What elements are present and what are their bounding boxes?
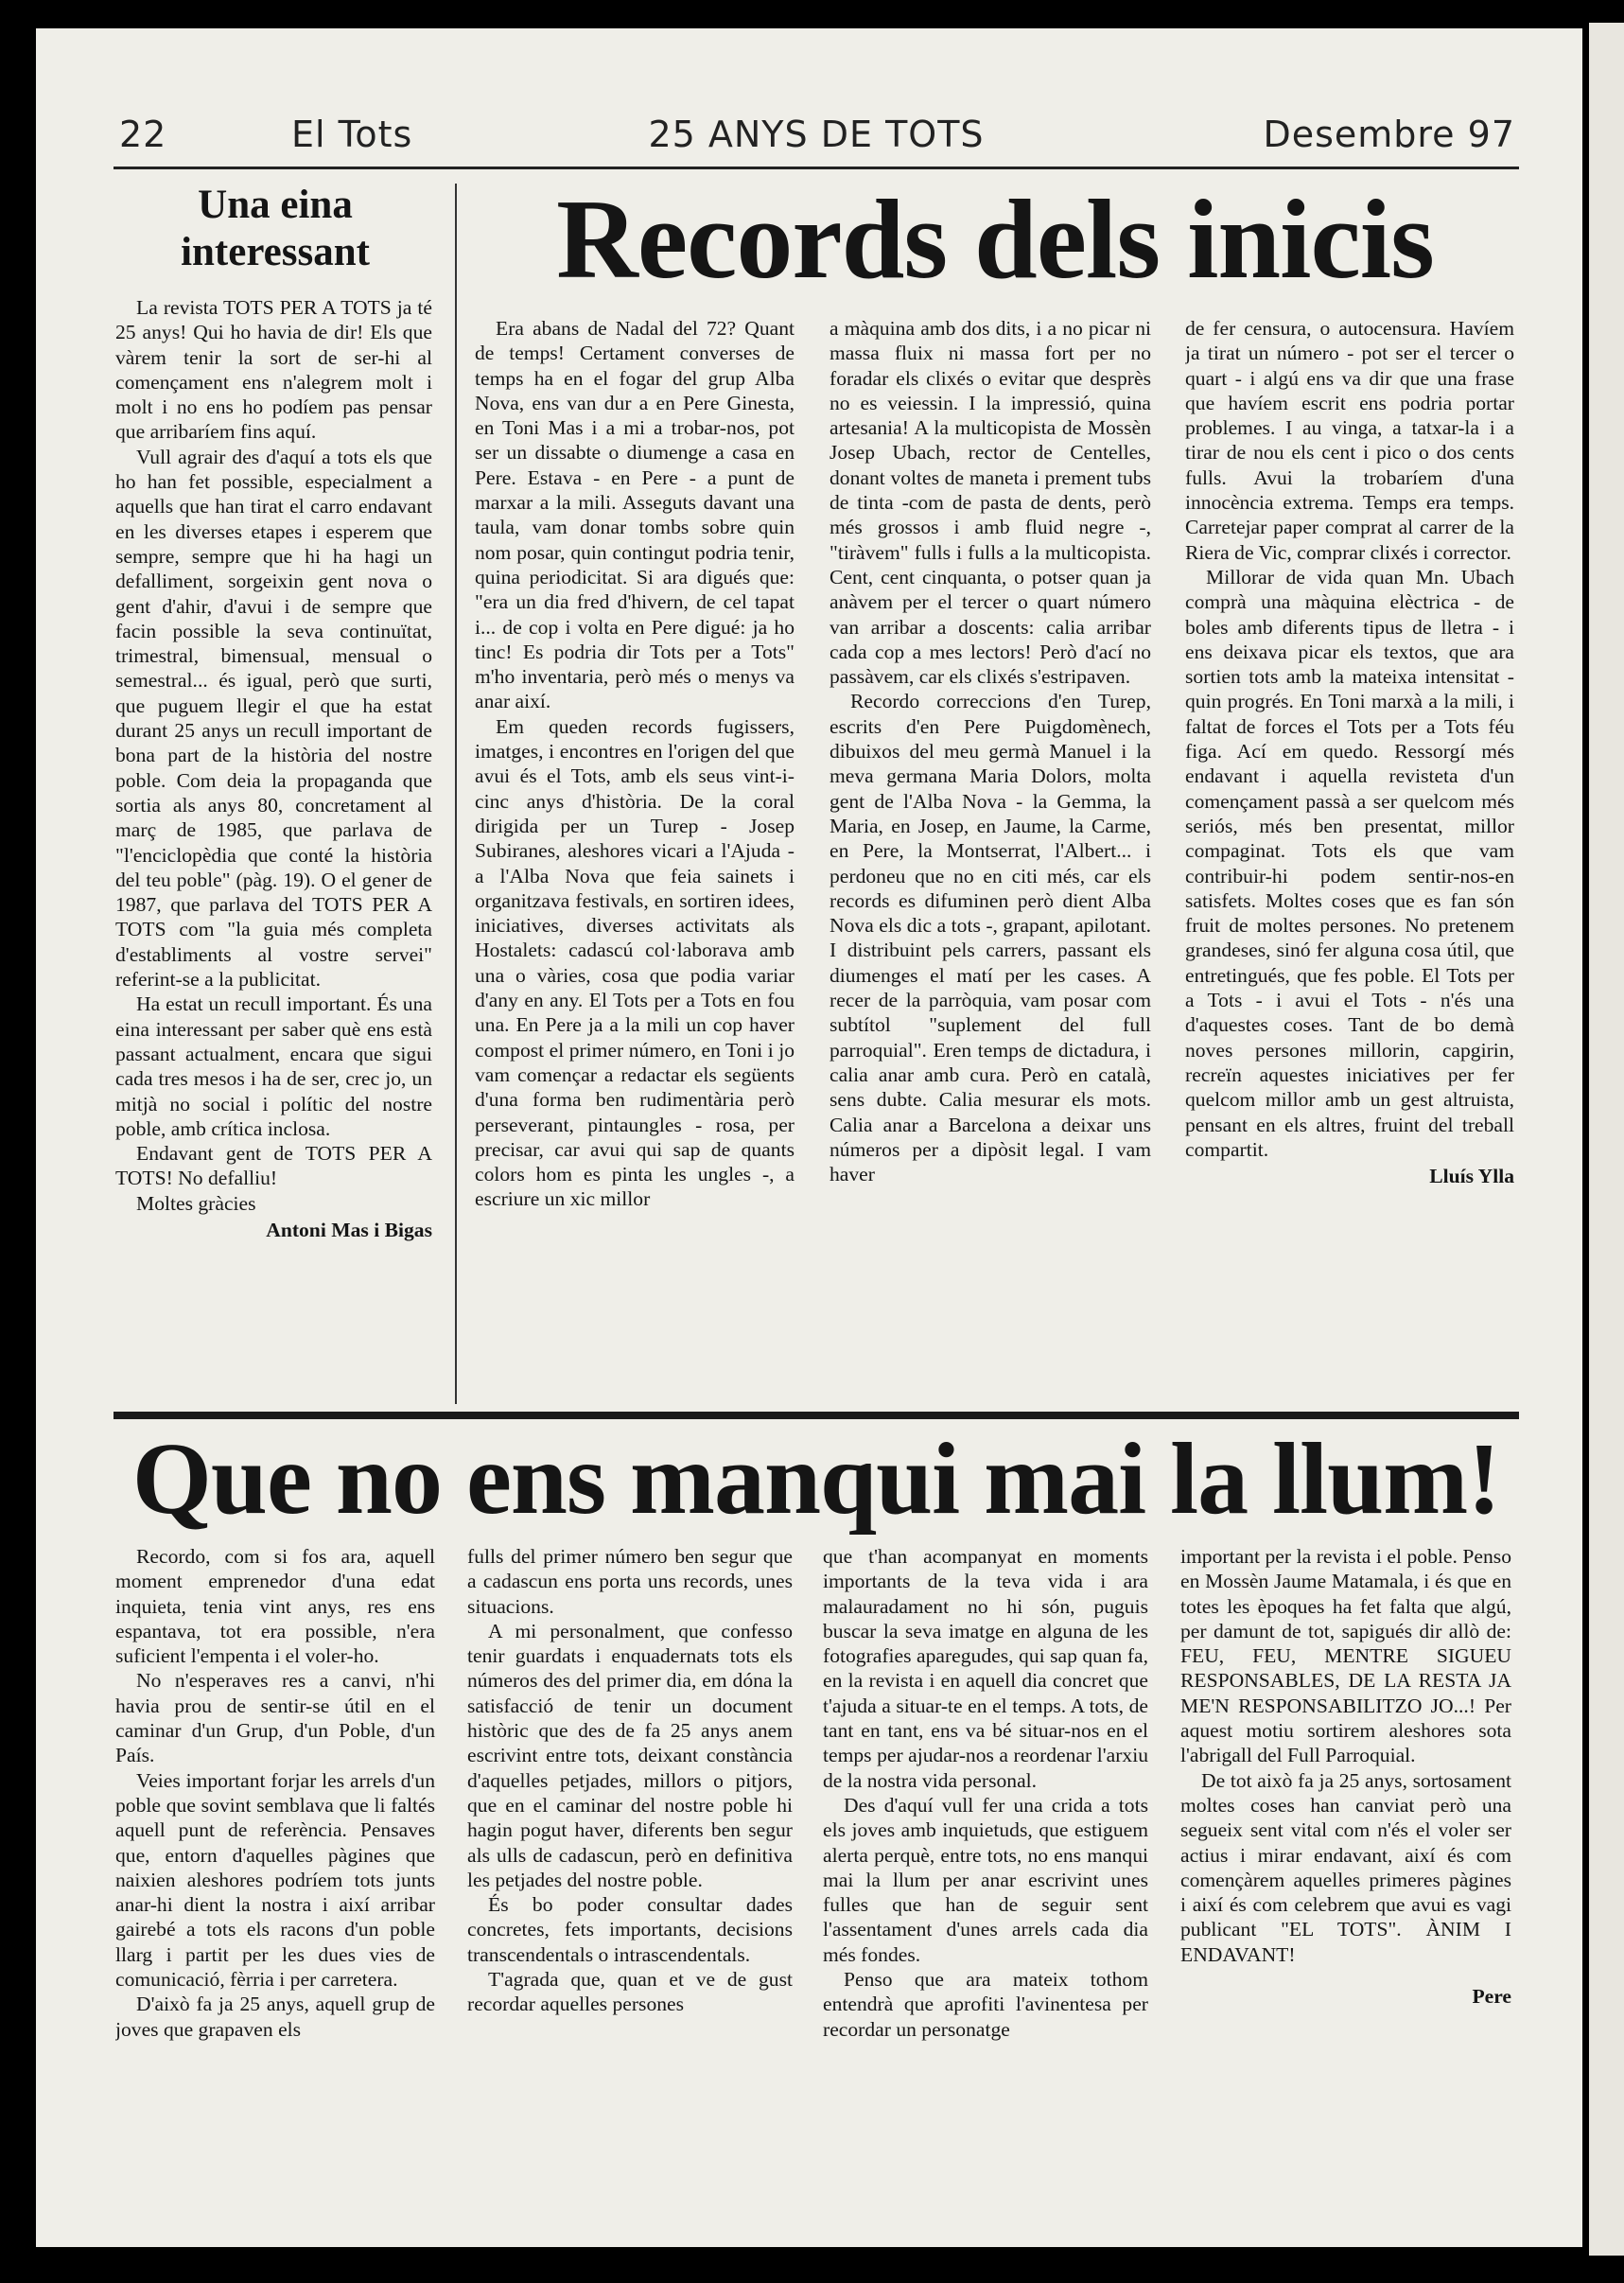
adjacent-page-edge — [1589, 23, 1624, 2256]
magazine-name: El Tots — [291, 114, 413, 155]
section-title: 25 ANYS DE TOTS — [648, 114, 985, 155]
issue-date: Desembre 97 — [1263, 114, 1515, 155]
main-article-column — [829, 316, 1151, 1402]
page-header — [114, 87, 1519, 163]
paragraph: Recordo correccions d'en Turep, escrits d'en Pere Puigdomènech, dibuixos del meu germà Manuel i la meva germana Maria Dolors, molta gent de l'Alba Nova - la Gemma, la Maria, en Josep, en Jaume, la Carme, en Pere, la Montserrat, l'Albert... i perdoneu que no en citi més, car els records es difuminen però dient Alba Nova els dic a tots -, grapant, apilotant. I distribuint pels carrers, passant els diumenges el matí per les cases. A recer de la parròquia, vam posar com subtítol "suplement del full parroquial". Eren temps de dictadura, i calia anar amb cura. Però en català, sens dubte. Calia mesurar els mots. Calia anar a Barcelona a deixar uns números per a dipòsit legal. I vam haver — [829, 690, 1151, 1186]
paragraph: D'això fa ja 25 anys, aquell grup de joves que grapaven els — [115, 1993, 435, 2041]
paragraph: De tot això fa ja 25 anys, sortosament moltes coses han canviat però una segueix sent vital com n'és el voler ser actius i mirar endavant, així és com començàrem aquelles primeres pàgines i així és com celebrem que avui es vagi publicant "EL TOTS". ÀNIM I ENDAVANT! — [1180, 1768, 1511, 1966]
paragraph: Era abans de Nadal del 72? Quant de temps! Certament converses de temps ha en el fogar del grup Alba Nova, ens van dur a en Pere Ginesta, en Toni Mas i a mi a trobar-nos, pot ser un dissabte o diumenge a casa en Pere. Estava - en Pere - a punt de marxar a la mili. Asseguts davant una taula, vam donar tombs sobre quin nom posar, quin contingut podria tenir, quina periodicitat. Si ara digués que: "era un dia fred d'hivern, de cel tapat i... de cop i volta en Pere digué: ja ho tinc! Es podria dir Tots per a Tots" m'ho inventaria, però més o menys va anar així. — [475, 317, 795, 713]
paragraph: Em queden records fugissers, imatges, i encontres en l'origen del que avui és el Tots, amb els seus vint-i-cinc anys d'història. De la coral dirigida per un Turep - Josep Subiranes, aleshores vicari a l'Ajuda - a l'Alba Nova que feia sainets i organitzava festivals, en sortiren idees, iniciatives, diverses activitats als Hostalets: cadascú col·laborava amb una o vàries, cosa que podia variar d'any en any. El Tots per a Tots en fou una. En Pere ja a la mili un cop haver compost el primer número, en Toni i jo vam començar a redactar els següents d'una forma ben rudimentària però perseverant, pintaungles - rosa, per precisar, car avui qui sap de quants colors hom es pinta les ungles -, a escriure un xic millor — [475, 714, 795, 1211]
bottom-article-headline: Que no ens manqui mai la llum! — [131, 1423, 1501, 1536]
paragraph: fulls del primer número ben segur que a cadascun ens porta uns records, unes situacions. — [467, 1545, 793, 1618]
column-divider — [455, 184, 457, 1404]
paragraph: A mi personalment, que confesso tenir guardats i enquadernats tots els números des del primer dia, em dóna la satisfacció de tenir un document històric que des de fa 25 anys anem escrivint entre tots, deixant constància d'aquelles petjades, millors o pitjors, que en el caminar del nostre poble hi hagin pogut haver, diferents ben segur als ulls de cadascun, però en definitiva les petjades del nostre poble. — [467, 1619, 793, 1891]
paragraph: Veies important forjar les arrels d'un poble que sovint semblava que li faltés aquell punt de referència. Pensaves que, entorn d'aquelles pàgines que naixien aleshores podríem tots junts anar-hi dient la nostra i així arribar gairebé a tots els racons d'un poble llarg i partit per les dues vies de comunicació, fèrria i per carretera. — [115, 1768, 435, 1992]
author-signature: Lluís Ylla — [1429, 1165, 1514, 1188]
author-signature: Antoni Mas i Bigas — [266, 1218, 432, 1241]
main-article-column — [475, 316, 795, 1402]
paragraph: de fer censura, o autocensura. Havíem ja tirat un número - pot ser el tercer o quart - i algú ens va dir que una frase que havíem escrit ens podria portar problemes. I au vinga, a tatxar-la i a tirar de nou els cent i pico o dos cents fulls. Avui la trobaríem d'una innocència extrema. Temps era temps. Carretejar paper comprat al carrer de la Riera de Vic, comprar clixés i corrector. — [1185, 317, 1514, 564]
main-article-headline: Records dels inicis — [556, 176, 1434, 302]
page-number: 22 — [119, 114, 167, 155]
bottom-article-column — [467, 1544, 793, 2244]
header-rule — [114, 167, 1519, 169]
paragraph: Millorar de vida quan Mn. Ubach comprà una màquina elèctrica - de boles amb diferents tipus de lletra - i ens deixava picar els textos, que ara sortien tots amb la mateixa intensitat - quin progrés. En Toni marxà a la mili, i faltat de forces el Tots per a Tots féu figa. Ací em quedo. Ressorgí més endavant i aquella revisteta d'un començament passà a ser quelcom més seriós, més ben presentat, millor compaginat. Tots els que vam contribuir-hi podem sentir-nos-en satisfets. Moltes coses que es fan són fruit de moltes persones. No pretenem grandeses, sinó fer alguna cosa útil, que entretingués, que fes poble. El Tots per a Tots - i avui el Tots - n'és una d'aquestes coses. Tant de bo demà noves persones millorin, capgirin, recreïn aquestes iniciatives per fer quelcom millor amb un gest altruista, pensant en els altres, fruint del treball compartit. — [1185, 565, 1514, 1161]
bottom-article-column — [823, 1544, 1148, 2244]
paragraph: No n'esperaves res a canvi, n'hi havia prou de sentir-se útil en el caminar d'un Grup, d'un Poble, d'un País. — [115, 1669, 435, 1767]
sidebar-article-body — [115, 295, 432, 1402]
bottom-article-column — [115, 1544, 435, 2244]
sidebar-article-title: Una eina interessant — [181, 183, 370, 274]
paragraph: Endavant gent de TOTS PER A TOTS! No defalliu! — [115, 1142, 432, 1190]
paragraph: És bo poder consultar dades concretes, fets importants, decisions transcendentals o intrascendentals. — [467, 1893, 793, 1966]
paragraph: T'agrada que, quan et ve de gust recordar aquelles persones — [467, 1968, 793, 2016]
bottom-article-column — [1180, 1544, 1511, 2244]
paragraph: Des d'aquí vull fer una crida a tots els joves amb inquietuds, que estiguem alerta perquè, entre tots, no ens manqui mai la llum per anar escrivint unes fulles que han de seguir sent l'assentament d'unes arrels cada dia més fondes. — [823, 1793, 1148, 1966]
main-article-column — [1185, 316, 1514, 1402]
paragraph: La revista TOTS PER A TOTS ja té 25 anys! Qui ho havia de dir! Els que vàrem tenir la sort de ser-hi al començament ens n'alegrem molt i molt i no ens ho podíem pas pensar que arribaríem fins aquí. — [115, 296, 432, 444]
paragraph: Ha estat un recull important. És una eina interessant per saber què ens està passant actualment, encara que sigui cada tres mesos i ha de ser, crec jo, un mitjà no social i polític del nostre poble, amb crítica inclosa. — [115, 992, 432, 1140]
paragraph: Vull agrair des d'aquí a tots els que ho han fet possible, especialment a aquells que han tirat el carro endavant en les diverses etapes i esperem que sempre, sempre que hi ha hagi un defalliment, sorgeixin gent nova o gent d'ahir, d'avui i de sempre que facin possible la seva continuïtat, trimestral, bimensual, mensual o semestral... és igual, però que surti, que puguem llegir el que ha estat durant 25 anys un recull important de bona part de la història del nostre poble. Com deia la propaganda que sortia als anys 80, concretament al març de 1985, que parlava de "l'enciclopèdia que conté la història del teu poble" (pàg. 19). O el gener de 1987, que parlava del TOTS PER A TOTS com "la guia més completa d'establiments al vostre servei" referint-se a la publicitat. — [115, 445, 432, 992]
author-signature: Pere — [1472, 1985, 1511, 2009]
section-divider — [114, 1412, 1519, 1419]
paragraph: Recordo, com si fos ara, aquell moment emprenedor d'una edat inquieta, tenia vint anys, res ens espantava, tot era possible, n'era suficient l'empenta i el voler-ho. — [115, 1545, 435, 1668]
paragraph: Moltes gràcies — [136, 1191, 256, 1215]
paragraph: a màquina amb dos dits, i a no picar ni massa fluix ni massa fort per no foradar els clixés o evitar que desprès no es veiessin. I la impressió, quina artesania! A la multicopista de Mossèn Josep Ubach, rector de Centelles, donant voltes de maneta i prement tubs de tinta -com de pasta de dents, però més grossos i amb fluid negre -, "tiràvem" fulls i fulls a la multicopista. Cent, cent cinquanta, o potser quan ja anàvem per el tercer o quart número van arribar a doscents: calia arribar cada cop a mes lectors! Però d'ací no passàvem, car els clixés s'estripaven. — [829, 317, 1151, 689]
paragraph: Penso que ara mateix tothom entendrà que aprofiti l'avinentesa per recordar un personatge — [823, 1968, 1148, 2041]
paragraph: que t'han acompanyat en moments importants de la teva vida i ara malauradament no hi són, puguis buscar la seva imatge en alguna de les fotografies aparegudes, qui sap quan fa, en la revista i en aquell dia concret que t'ajuda a situar-te en el temps. A tots, de tant en tant, ens va bé situar-nos en el temps per ajudar-nos a reordenar l'arxiu de la nostra vida personal. — [823, 1545, 1148, 1792]
paragraph: important per la revista i el poble. Penso en Mossèn Jaume Matamala, i és que en totes les èpoques ha fet falta que algú, per damunt de tot, sapigués dir allò de: FEU, FEU, MENTRE SIGUEU RESPONSABLES, DE LA RESTA JA ME'N RESPONSABILITZO JO...! Per aquest motiu sortirem aleshores sota l'abrigall del Full Parroquial. — [1180, 1545, 1511, 1767]
